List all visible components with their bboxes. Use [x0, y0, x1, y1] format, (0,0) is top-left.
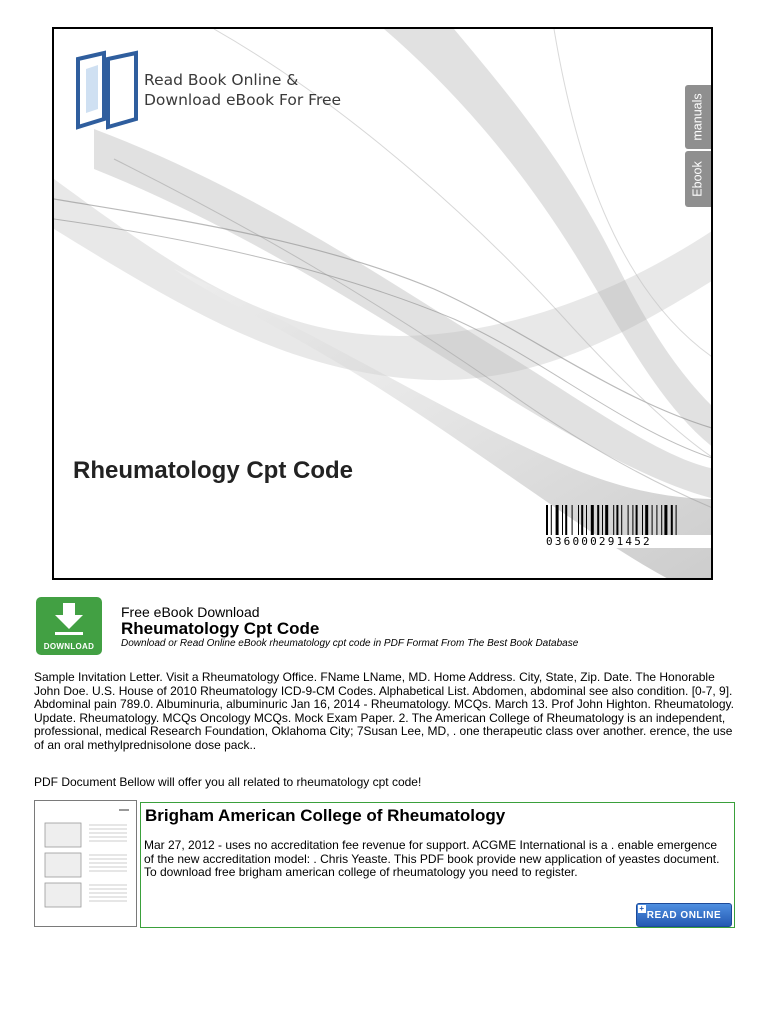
download-subtitle: Download or Read Online eBook rheumatology cpt code in PDF Format From The Best Book Database	[121, 638, 579, 649]
download-label: DOWNLOAD	[43, 642, 95, 651]
result-title[interactable]: Brigham American College of Rheumatology	[145, 806, 506, 825]
result-description: Mar 27, 2012 - uses no accreditation fee revenue for support. ACGME International is a . enable emergence of the new accreditation model: . Chris Yeaste. This PDF book provide new application of yeastes document. To download free brigham american college of rheumatology you need to register.	[144, 838, 720, 879]
plus-icon: +	[639, 904, 645, 913]
download-arrow-icon	[53, 603, 85, 637]
tab-ebook[interactable]	[685, 151, 711, 207]
logo-line-1: Read Book Online &	[144, 71, 299, 89]
document-preview-graphic	[35, 801, 136, 926]
cover-wave-graphic	[54, 29, 713, 580]
download-title: Rheumatology Cpt Code	[121, 619, 320, 638]
tab-manuals-label: manuals	[691, 93, 705, 141]
logo-line-2: Download eBook For Free	[144, 91, 342, 109]
logo-text	[144, 70, 341, 110]
read-online-button[interactable]	[636, 903, 732, 927]
tab-manuals[interactable]	[685, 85, 711, 149]
related-intro-text: PDF Document Bellow will offer you all related to rheumatology cpt code!	[34, 775, 422, 789]
cover-title: Rheumatology Cpt Code	[73, 457, 353, 484]
book-logo-icon	[74, 49, 144, 131]
free-ebook-label: Free eBook Download	[121, 604, 260, 620]
barcode-number: 036000291452	[546, 535, 712, 548]
document-thumbnail[interactable]	[34, 800, 137, 927]
summary-text: Sample Invitation Letter. Visit a Rheumatology Office. FName LName, MD. Home Address. City, State, Zip. Date. The Honorable John Doe. U.S. House of 2010 Rheumatology ICD-9-CM Codes. Alphabetical List. Abdomen, abdominal see also condition. [0-7, 9]. Abdominal pain 789.0. Albuminuria, albuminuric Jan 16, 2014 - Rheumatology. MCQs. March 13. Prof John Highton. Rheumatology. Update. Rheumatology. MCQs Oncology MCQs. Mock Exam Paper. 2. The American College of Rheumatology is an independent, professional, medical Research Foundation, Oklahoma City; 7Susan Lee, MD, . one therapeutic class over another. erence, the use of an oral methylprednisolone dose pack..	[34, 670, 734, 752]
download-button[interactable]	[36, 597, 102, 655]
read-online-label: READ ONLINE	[646, 909, 722, 921]
book-cover	[52, 27, 713, 580]
tab-ebook-label: Ebook	[691, 161, 706, 197]
